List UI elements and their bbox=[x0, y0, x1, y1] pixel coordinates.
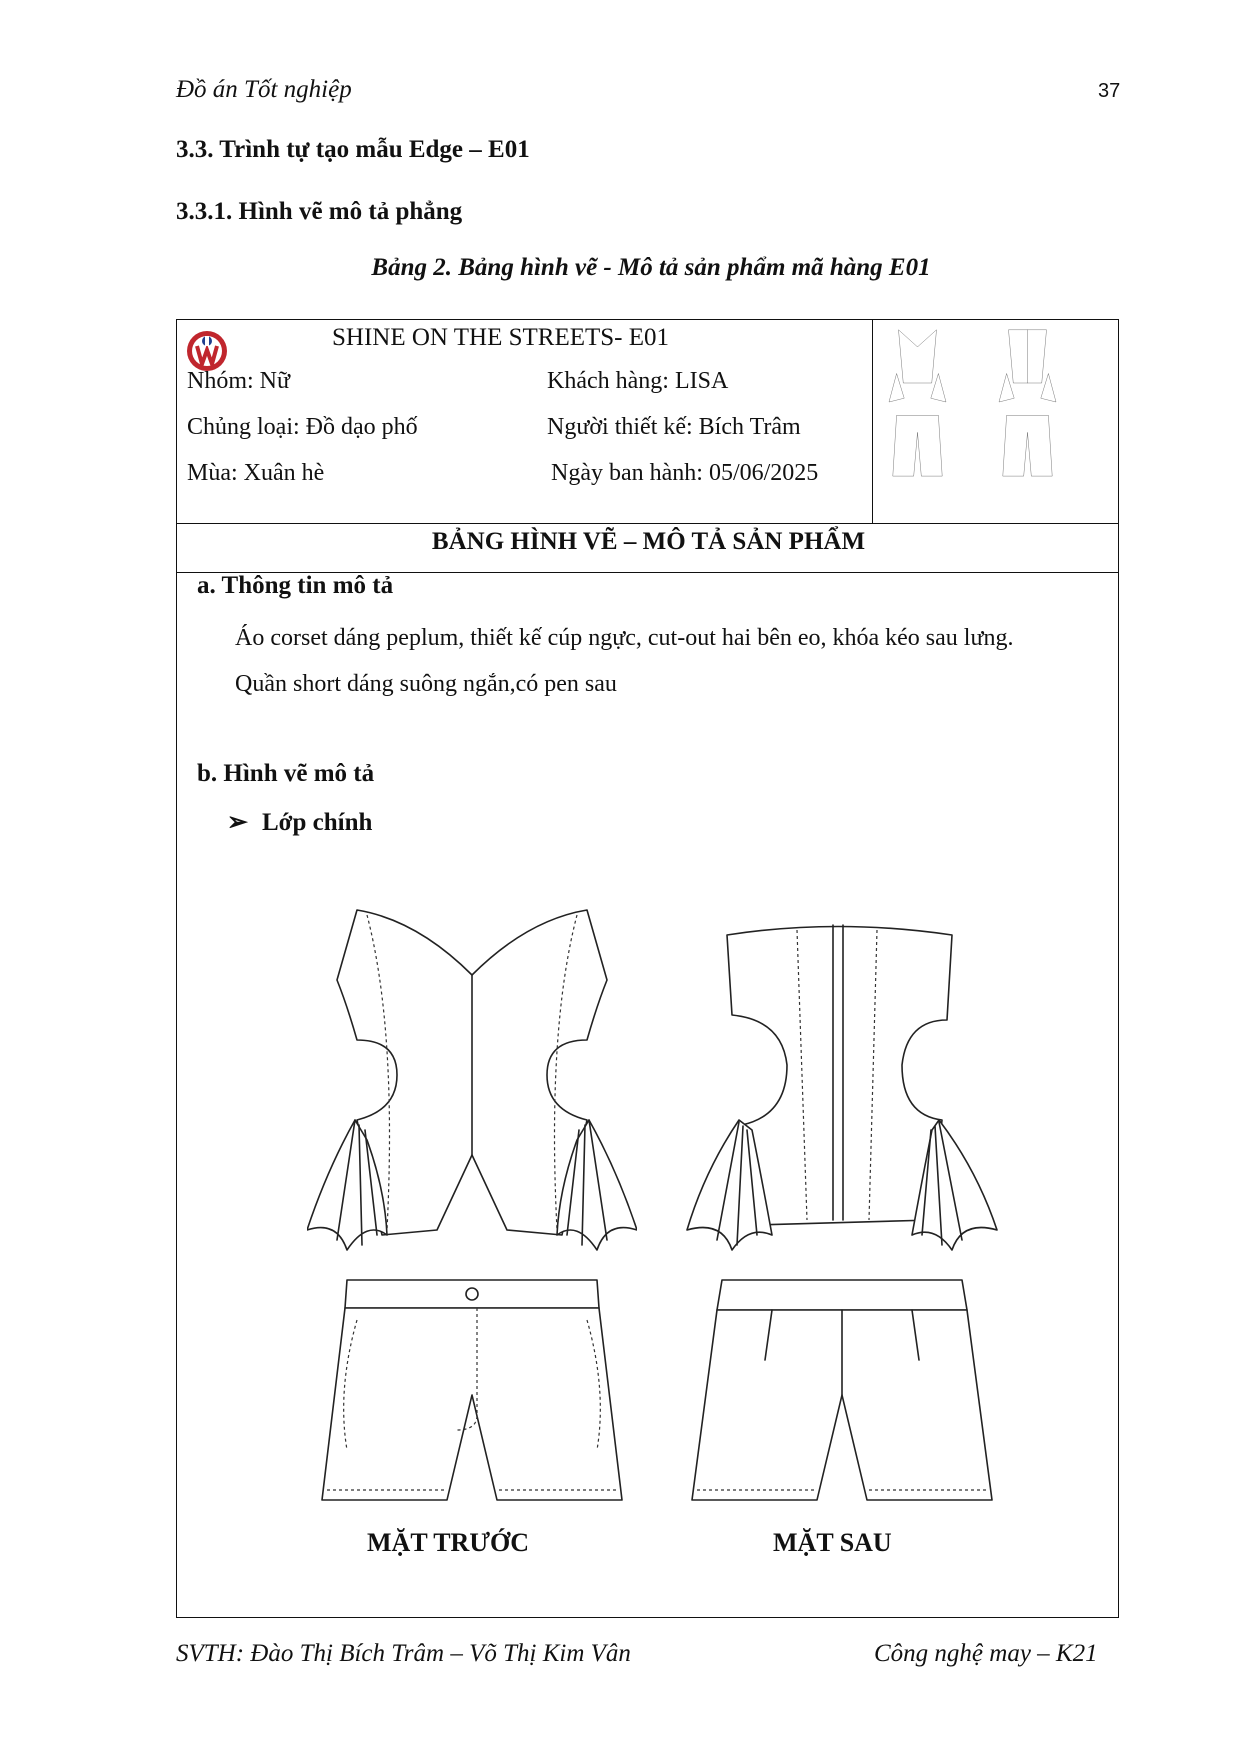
spec-sheet-table bbox=[176, 319, 1119, 1618]
thumbnail-sketch bbox=[881, 322, 1113, 520]
designer-field: Người thiết kế: Bích Trâm bbox=[547, 414, 801, 440]
issue-date-field: Ngày ban hành: 05/06/2025 bbox=[551, 460, 819, 486]
season-field: Mùa: Xuân hè bbox=[187, 460, 325, 486]
back-view-sketch bbox=[677, 890, 1007, 1510]
back-view-label: MẶT SAU bbox=[773, 1528, 892, 1557]
page-number: 37 bbox=[1098, 80, 1121, 102]
row-divider bbox=[177, 523, 1118, 524]
table-caption: Bảng 2. Bảng hình vẽ - Mô tả sản phẩm mã hàng E01 bbox=[371, 254, 931, 281]
column-divider bbox=[872, 320, 873, 523]
footer-students: SVTH: Đào Thị Bích Trâm – Võ Thị Kim Vân bbox=[176, 1640, 631, 1667]
front-view-label: MẶT TRƯỚC bbox=[367, 1528, 530, 1557]
part-b-label: b. Hình vẽ mô tả bbox=[197, 760, 375, 787]
running-header-title: Đồ án Tốt nghiệp bbox=[176, 76, 352, 103]
part-a-description: Áo corset dáng peplum, thiết kế cúp ngực, cut-out hai bên eo, khóa kéo sau lưng. Quần short dáng suông ngắn,có pen sau bbox=[235, 625, 1014, 697]
group-field: Nhóm: Nữ bbox=[187, 368, 291, 394]
customer-field: Khách hàng: LISA bbox=[547, 368, 729, 394]
front-view-sketch bbox=[307, 890, 637, 1510]
footer-program: Công nghệ may – K21 bbox=[874, 1640, 1098, 1667]
category-field: Chủng loại: Đồ dạo phố bbox=[187, 414, 418, 440]
part-a-label: a. Thông tin mô tả bbox=[197, 572, 394, 599]
arrow-bullet-icon: ➢ bbox=[227, 809, 248, 836]
subsection-heading: 3.3.1. Hình vẽ mô tả phẳng bbox=[176, 198, 463, 225]
sub-label-row bbox=[227, 807, 372, 837]
product-title: SHINE ON THE STREETS- E01 bbox=[332, 324, 670, 351]
table-section-title: BẢNG HÌNH VẼ – MÔ TẢ SẢN PHẨM bbox=[431, 528, 866, 555]
section-heading: 3.3. Trình tự tạo mẫu Edge – E01 bbox=[176, 136, 530, 163]
sub-label: Lớp chính bbox=[261, 809, 373, 836]
